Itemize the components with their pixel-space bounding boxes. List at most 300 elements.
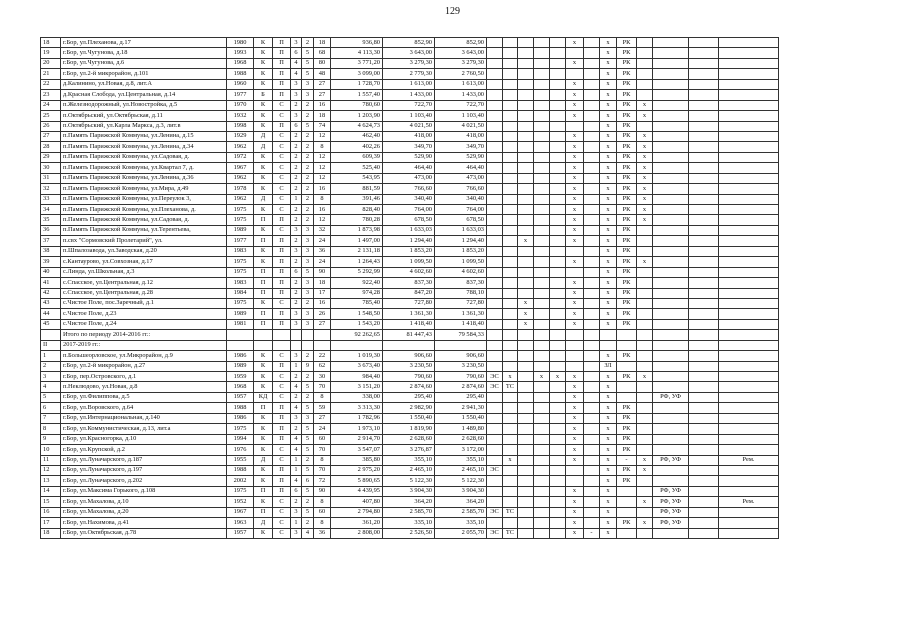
table-cell: x bbox=[566, 486, 584, 496]
table-cell: 1981 bbox=[227, 319, 254, 329]
table-cell: 18 bbox=[41, 38, 61, 48]
table-cell: 1 853,20 bbox=[435, 246, 487, 256]
table-cell bbox=[503, 215, 518, 225]
table-cell: 6 bbox=[302, 476, 314, 486]
table-cell: г.Бор, ул.Луначарского, д.202 bbox=[61, 476, 227, 486]
table-cell: 1960 bbox=[227, 79, 254, 89]
table-cell: С bbox=[273, 507, 291, 517]
table-cell: 1 433,00 bbox=[435, 90, 487, 100]
table-cell bbox=[302, 340, 314, 350]
table-cell bbox=[719, 90, 779, 100]
table-cell: x bbox=[637, 455, 653, 465]
table-cell: x bbox=[566, 111, 584, 121]
table-cell: x bbox=[637, 372, 653, 382]
table-cell bbox=[518, 257, 534, 267]
table-cell: 764,00 bbox=[435, 205, 487, 215]
table-cell: 1975 bbox=[227, 267, 254, 277]
table-cell: С bbox=[273, 131, 291, 141]
table-cell bbox=[254, 330, 273, 340]
table-cell bbox=[653, 69, 689, 79]
table-row bbox=[41, 340, 779, 350]
table-cell: 3 bbox=[302, 413, 314, 423]
table-cell bbox=[487, 38, 503, 48]
table-cell: п.Неклюдово, ул.Новая, д.8 bbox=[61, 382, 227, 392]
table-cell: 27 bbox=[41, 131, 61, 141]
table-cell bbox=[653, 152, 689, 162]
table-cell: 2 bbox=[302, 455, 314, 465]
table-row bbox=[41, 330, 779, 340]
table-cell: П bbox=[254, 507, 273, 517]
table-cell bbox=[503, 413, 518, 423]
table-cell: 4 bbox=[291, 434, 302, 444]
table-cell bbox=[653, 58, 689, 68]
table-cell: x bbox=[637, 184, 653, 194]
table-cell bbox=[518, 497, 534, 507]
table-cell: 2017-2019 гг.: bbox=[61, 340, 227, 350]
table-cell bbox=[719, 184, 779, 194]
table-cell: 1957 bbox=[227, 392, 254, 402]
table-cell: 2 628,60 bbox=[435, 434, 487, 444]
table-cell: 385,80 bbox=[331, 455, 383, 465]
table-cell: С bbox=[273, 497, 291, 507]
table-cell: 4 021,50 bbox=[383, 121, 435, 131]
table-cell: п.Память Парижской Коммуны, ул.Квартал 7, д. bbox=[61, 163, 227, 173]
table-cell bbox=[503, 424, 518, 434]
table-cell: 3 643,00 bbox=[435, 48, 487, 58]
table-cell: x bbox=[518, 298, 534, 308]
table-cell bbox=[719, 486, 779, 496]
table-row bbox=[41, 319, 779, 329]
table-cell: x bbox=[600, 528, 617, 538]
table-cell bbox=[653, 38, 689, 48]
table-cell: x bbox=[566, 173, 584, 183]
table-cell: x bbox=[550, 372, 566, 382]
table-cell bbox=[689, 267, 719, 277]
table-cell: 1 264,43 bbox=[331, 257, 383, 267]
table-cell: 984,40 bbox=[331, 372, 383, 382]
table-cell: п.Память Парижской Коммуны, ул.Ленина, д.36 bbox=[61, 173, 227, 183]
table-cell bbox=[719, 267, 779, 277]
table-cell: 1983 bbox=[227, 278, 254, 288]
table-cell: x bbox=[566, 205, 584, 215]
table-cell bbox=[503, 298, 518, 308]
table-cell: С bbox=[273, 225, 291, 235]
table-cell: С bbox=[273, 111, 291, 121]
table-cell bbox=[617, 528, 637, 538]
table-cell: 4 bbox=[291, 69, 302, 79]
table-cell bbox=[689, 486, 719, 496]
table-cell bbox=[637, 340, 653, 350]
table-cell bbox=[584, 267, 600, 277]
table-cell: П bbox=[273, 58, 291, 68]
table-row bbox=[41, 288, 779, 298]
table-cell: С bbox=[273, 518, 291, 528]
table-cell: РК bbox=[617, 434, 637, 444]
table-cell: 12 bbox=[314, 173, 331, 183]
table-cell bbox=[534, 100, 550, 110]
table-cell: 12 bbox=[314, 215, 331, 225]
table-cell bbox=[534, 267, 550, 277]
table-cell: К bbox=[254, 152, 273, 162]
table-cell: г.Бор, ул.Красногорка, д.10 bbox=[61, 434, 227, 444]
table-cell bbox=[689, 518, 719, 528]
table-cell: 2 bbox=[291, 131, 302, 141]
table-cell: x bbox=[566, 142, 584, 152]
table-cell: 4 bbox=[291, 445, 302, 455]
table-cell: 3 bbox=[302, 288, 314, 298]
table-cell: РК bbox=[617, 403, 637, 413]
table-cell bbox=[314, 330, 331, 340]
table-cell bbox=[302, 330, 314, 340]
table-cell: 3 bbox=[291, 351, 302, 361]
table-cell: П bbox=[254, 278, 273, 288]
table-cell: 20 bbox=[41, 58, 61, 68]
table-row bbox=[41, 351, 779, 361]
table-cell: x bbox=[637, 152, 653, 162]
table-cell: 1986 bbox=[227, 413, 254, 423]
table-cell bbox=[518, 372, 534, 382]
table-cell bbox=[637, 309, 653, 319]
table-cell bbox=[518, 100, 534, 110]
table-row bbox=[41, 434, 779, 444]
table-cell: 2 bbox=[302, 497, 314, 507]
table-row bbox=[41, 225, 779, 235]
table-cell bbox=[518, 465, 534, 475]
table-cell bbox=[719, 351, 779, 361]
table-cell bbox=[534, 225, 550, 235]
table-cell: 678,50 bbox=[435, 215, 487, 225]
table-cell: 349,70 bbox=[383, 142, 435, 152]
housing-register-table bbox=[40, 37, 779, 539]
table-row bbox=[41, 497, 779, 507]
table-cell: 22 bbox=[41, 79, 61, 89]
table-cell: 38 bbox=[41, 246, 61, 256]
table-cell: 1 103,40 bbox=[383, 111, 435, 121]
table-cell: 338,00 bbox=[331, 392, 383, 402]
table-cell bbox=[487, 79, 503, 89]
table-cell bbox=[503, 403, 518, 413]
table-cell bbox=[637, 225, 653, 235]
table-cell bbox=[719, 58, 779, 68]
table-cell: РК bbox=[617, 236, 637, 246]
table-cell: 12 bbox=[314, 131, 331, 141]
table-cell bbox=[719, 476, 779, 486]
table-cell: Д bbox=[254, 518, 273, 528]
table-cell bbox=[653, 528, 689, 538]
table-cell: К bbox=[254, 163, 273, 173]
table-cell bbox=[719, 152, 779, 162]
table-cell: x bbox=[600, 194, 617, 204]
table-cell: x bbox=[600, 111, 617, 121]
table-cell: П bbox=[273, 413, 291, 423]
table-cell bbox=[689, 288, 719, 298]
table-cell: 3 643,00 bbox=[383, 48, 435, 58]
table-cell bbox=[689, 236, 719, 246]
table-cell bbox=[487, 445, 503, 455]
table-row bbox=[41, 90, 779, 100]
table-cell: К bbox=[254, 528, 273, 538]
table-cell: 9 bbox=[41, 434, 61, 444]
table-cell bbox=[503, 476, 518, 486]
table-cell: 3 230,50 bbox=[435, 361, 487, 371]
table-cell bbox=[689, 257, 719, 267]
table-cell bbox=[689, 121, 719, 131]
table-cell: П bbox=[273, 486, 291, 496]
table-cell bbox=[487, 152, 503, 162]
table-cell bbox=[637, 434, 653, 444]
table-cell: П bbox=[273, 465, 291, 475]
table-cell: 3 bbox=[302, 257, 314, 267]
table-cell bbox=[689, 434, 719, 444]
table-cell: С bbox=[273, 382, 291, 392]
table-cell: 1975 bbox=[227, 486, 254, 496]
table-cell: x bbox=[600, 424, 617, 434]
table-cell bbox=[719, 246, 779, 256]
table-cell: С bbox=[273, 142, 291, 152]
table-row bbox=[41, 257, 779, 267]
table-cell: 16 bbox=[314, 298, 331, 308]
table-cell: 43 bbox=[41, 298, 61, 308]
table-cell: 2 bbox=[291, 424, 302, 434]
table-cell: П bbox=[273, 90, 291, 100]
table-cell bbox=[584, 48, 600, 58]
table-cell bbox=[518, 330, 534, 340]
table-cell bbox=[689, 351, 719, 361]
table-cell bbox=[584, 413, 600, 423]
table-row bbox=[41, 278, 779, 288]
table-cell: 3 bbox=[291, 507, 302, 517]
table-cell bbox=[719, 48, 779, 58]
table-cell: К bbox=[254, 246, 273, 256]
table-row bbox=[41, 142, 779, 152]
table-cell bbox=[487, 340, 503, 350]
table-cell: п.Железнодорожный, ул.Новостройка, д.5 bbox=[61, 100, 227, 110]
table-cell bbox=[487, 351, 503, 361]
table-cell bbox=[534, 424, 550, 434]
table-cell: К bbox=[254, 69, 273, 79]
table-cell bbox=[550, 298, 566, 308]
table-cell: г.Бор, ул.2-й микрорайон, д.27 bbox=[61, 361, 227, 371]
table-cell: x bbox=[566, 278, 584, 288]
table-cell bbox=[487, 121, 503, 131]
table-cell: 335,10 bbox=[383, 518, 435, 528]
table-cell: 1 103,40 bbox=[435, 111, 487, 121]
table-row bbox=[41, 424, 779, 434]
table-cell bbox=[503, 90, 518, 100]
table-cell: К bbox=[254, 361, 273, 371]
table-cell: РК bbox=[617, 288, 637, 298]
table-cell: 4 bbox=[291, 476, 302, 486]
table-cell: 766,60 bbox=[383, 184, 435, 194]
table-cell bbox=[566, 121, 584, 131]
table-cell: 5 bbox=[41, 392, 61, 402]
table-cell: 1 203,90 bbox=[331, 111, 383, 121]
table-cell bbox=[534, 79, 550, 89]
table-cell: 2 bbox=[291, 298, 302, 308]
table-cell: г.Бор, ул.Луначарского, д.187 bbox=[61, 455, 227, 465]
table-cell: г.Бор, пер.Островского, д.1 bbox=[61, 372, 227, 382]
table-cell: 295,40 bbox=[383, 392, 435, 402]
table-cell: г.Бор, ул.Филиппова, д.5 bbox=[61, 392, 227, 402]
table-cell bbox=[534, 434, 550, 444]
table-cell bbox=[566, 476, 584, 486]
table-cell: д.Калинино, ул.Новая, д.8, лит.А bbox=[61, 79, 227, 89]
table-row bbox=[41, 163, 779, 173]
table-cell: 60 bbox=[314, 434, 331, 444]
table-cell: 2 794,80 bbox=[331, 507, 383, 517]
table-cell bbox=[653, 90, 689, 100]
table-cell: П bbox=[273, 48, 291, 58]
table-cell: г.Бор, ул.Интернациональная, д.140 bbox=[61, 413, 227, 423]
table-row bbox=[41, 413, 779, 423]
table-cell bbox=[600, 330, 617, 340]
table-cell bbox=[550, 38, 566, 48]
table-cell: 2 bbox=[302, 163, 314, 173]
table-cell bbox=[584, 173, 600, 183]
table-cell bbox=[637, 246, 653, 256]
table-cell: П bbox=[273, 69, 291, 79]
table-cell bbox=[503, 205, 518, 215]
table-cell: x bbox=[637, 163, 653, 173]
table-cell: 543,95 bbox=[331, 173, 383, 183]
table-cell: П bbox=[273, 257, 291, 267]
table-cell bbox=[719, 225, 779, 235]
table-cell bbox=[273, 340, 291, 350]
table-cell: С bbox=[273, 372, 291, 382]
table-cell: 4 bbox=[291, 382, 302, 392]
table-cell bbox=[637, 121, 653, 131]
table-cell: 2 465,10 bbox=[435, 465, 487, 475]
table-cell bbox=[584, 69, 600, 79]
table-cell: 1988 bbox=[227, 403, 254, 413]
table-cell: 4 bbox=[291, 403, 302, 413]
table-cell bbox=[689, 142, 719, 152]
table-cell: 1994 bbox=[227, 434, 254, 444]
table-cell bbox=[689, 424, 719, 434]
table-cell bbox=[550, 131, 566, 141]
table-cell: РФ, УФ bbox=[653, 486, 689, 496]
table-cell: x bbox=[637, 131, 653, 141]
table-cell bbox=[637, 38, 653, 48]
table-cell: РК bbox=[617, 424, 637, 434]
table-row bbox=[41, 445, 779, 455]
table-cell bbox=[550, 518, 566, 528]
table-cell: 1 bbox=[291, 194, 302, 204]
table-cell: 1968 bbox=[227, 58, 254, 68]
table-cell: с.Чистое Поле, д.23 bbox=[61, 309, 227, 319]
table-cell bbox=[550, 340, 566, 350]
table-cell bbox=[518, 111, 534, 121]
table-cell: С bbox=[273, 528, 291, 538]
table-cell: 5 bbox=[302, 465, 314, 475]
table-cell: г.Бор, ул.Максима Горького, д.108 bbox=[61, 486, 227, 496]
table-cell bbox=[637, 58, 653, 68]
table-cell: КД bbox=[254, 392, 273, 402]
table-cell: 92 262,65 bbox=[331, 330, 383, 340]
table-cell bbox=[550, 225, 566, 235]
table-cell: 473,00 bbox=[435, 173, 487, 183]
table-cell: 2 bbox=[291, 205, 302, 215]
table-cell: 2 941,30 bbox=[435, 403, 487, 413]
table-cell: x bbox=[566, 236, 584, 246]
table-cell: 2 bbox=[302, 100, 314, 110]
table-cell bbox=[550, 79, 566, 89]
table-cell: 5 bbox=[302, 507, 314, 517]
table-cell: 8 bbox=[314, 497, 331, 507]
table-cell bbox=[637, 445, 653, 455]
table-cell: 1929 bbox=[227, 131, 254, 141]
table-cell: 355,10 bbox=[383, 455, 435, 465]
table-cell bbox=[689, 445, 719, 455]
table-cell: с.Линда, ул.Школьная, д.3 bbox=[61, 267, 227, 277]
table-cell: 5 bbox=[302, 424, 314, 434]
table-cell bbox=[550, 351, 566, 361]
table-cell bbox=[503, 69, 518, 79]
table-cell: 3 276,87 bbox=[383, 445, 435, 455]
table-cell: 24 bbox=[314, 257, 331, 267]
table-cell: К bbox=[254, 298, 273, 308]
table-cell bbox=[550, 142, 566, 152]
table-cell: ТС bbox=[503, 507, 518, 517]
table-cell: г.Бор, ул.Луначарского, д.197 bbox=[61, 465, 227, 475]
table-cell: 5 bbox=[302, 121, 314, 131]
table-cell: РК bbox=[617, 278, 637, 288]
table-cell: К bbox=[254, 38, 273, 48]
table-cell: x bbox=[566, 131, 584, 141]
table-cell: x bbox=[566, 413, 584, 423]
table-cell bbox=[584, 131, 600, 141]
table-cell: x bbox=[566, 372, 584, 382]
table-cell bbox=[566, 340, 584, 350]
table-cell: 5 bbox=[302, 69, 314, 79]
table-cell bbox=[503, 48, 518, 58]
table-cell: 2 bbox=[291, 184, 302, 194]
table-cell bbox=[584, 434, 600, 444]
table-cell: 8 bbox=[314, 392, 331, 402]
table-cell bbox=[518, 528, 534, 538]
table-row bbox=[41, 372, 779, 382]
table-cell: 1993 bbox=[227, 48, 254, 58]
table-cell bbox=[550, 455, 566, 465]
table-cell bbox=[534, 476, 550, 486]
table-cell bbox=[487, 225, 503, 235]
table-cell: с.Чистое Поле, д.24 bbox=[61, 319, 227, 329]
table-cell bbox=[719, 69, 779, 79]
table-cell: 727,80 bbox=[435, 298, 487, 308]
table-cell bbox=[534, 309, 550, 319]
table-cell: 1975 bbox=[227, 215, 254, 225]
table-cell: 6 bbox=[291, 267, 302, 277]
table-cell: 21 bbox=[41, 69, 61, 79]
table-cell: 3 bbox=[302, 236, 314, 246]
table-cell bbox=[719, 142, 779, 152]
table-cell: 2 bbox=[302, 372, 314, 382]
table-cell: x bbox=[600, 38, 617, 48]
table-cell bbox=[653, 131, 689, 141]
table-cell: 5 bbox=[302, 403, 314, 413]
table-cell: 2 585,70 bbox=[435, 507, 487, 517]
table-cell bbox=[584, 507, 600, 517]
table-cell: x bbox=[566, 518, 584, 528]
table-cell: x bbox=[600, 69, 617, 79]
table-cell: 3 279,30 bbox=[383, 58, 435, 68]
table-cell: РК bbox=[617, 194, 637, 204]
table-cell: П bbox=[254, 236, 273, 246]
table-cell bbox=[518, 184, 534, 194]
table-cell bbox=[518, 507, 534, 517]
table-cell: П bbox=[273, 121, 291, 131]
table-cell: 3 bbox=[302, 90, 314, 100]
